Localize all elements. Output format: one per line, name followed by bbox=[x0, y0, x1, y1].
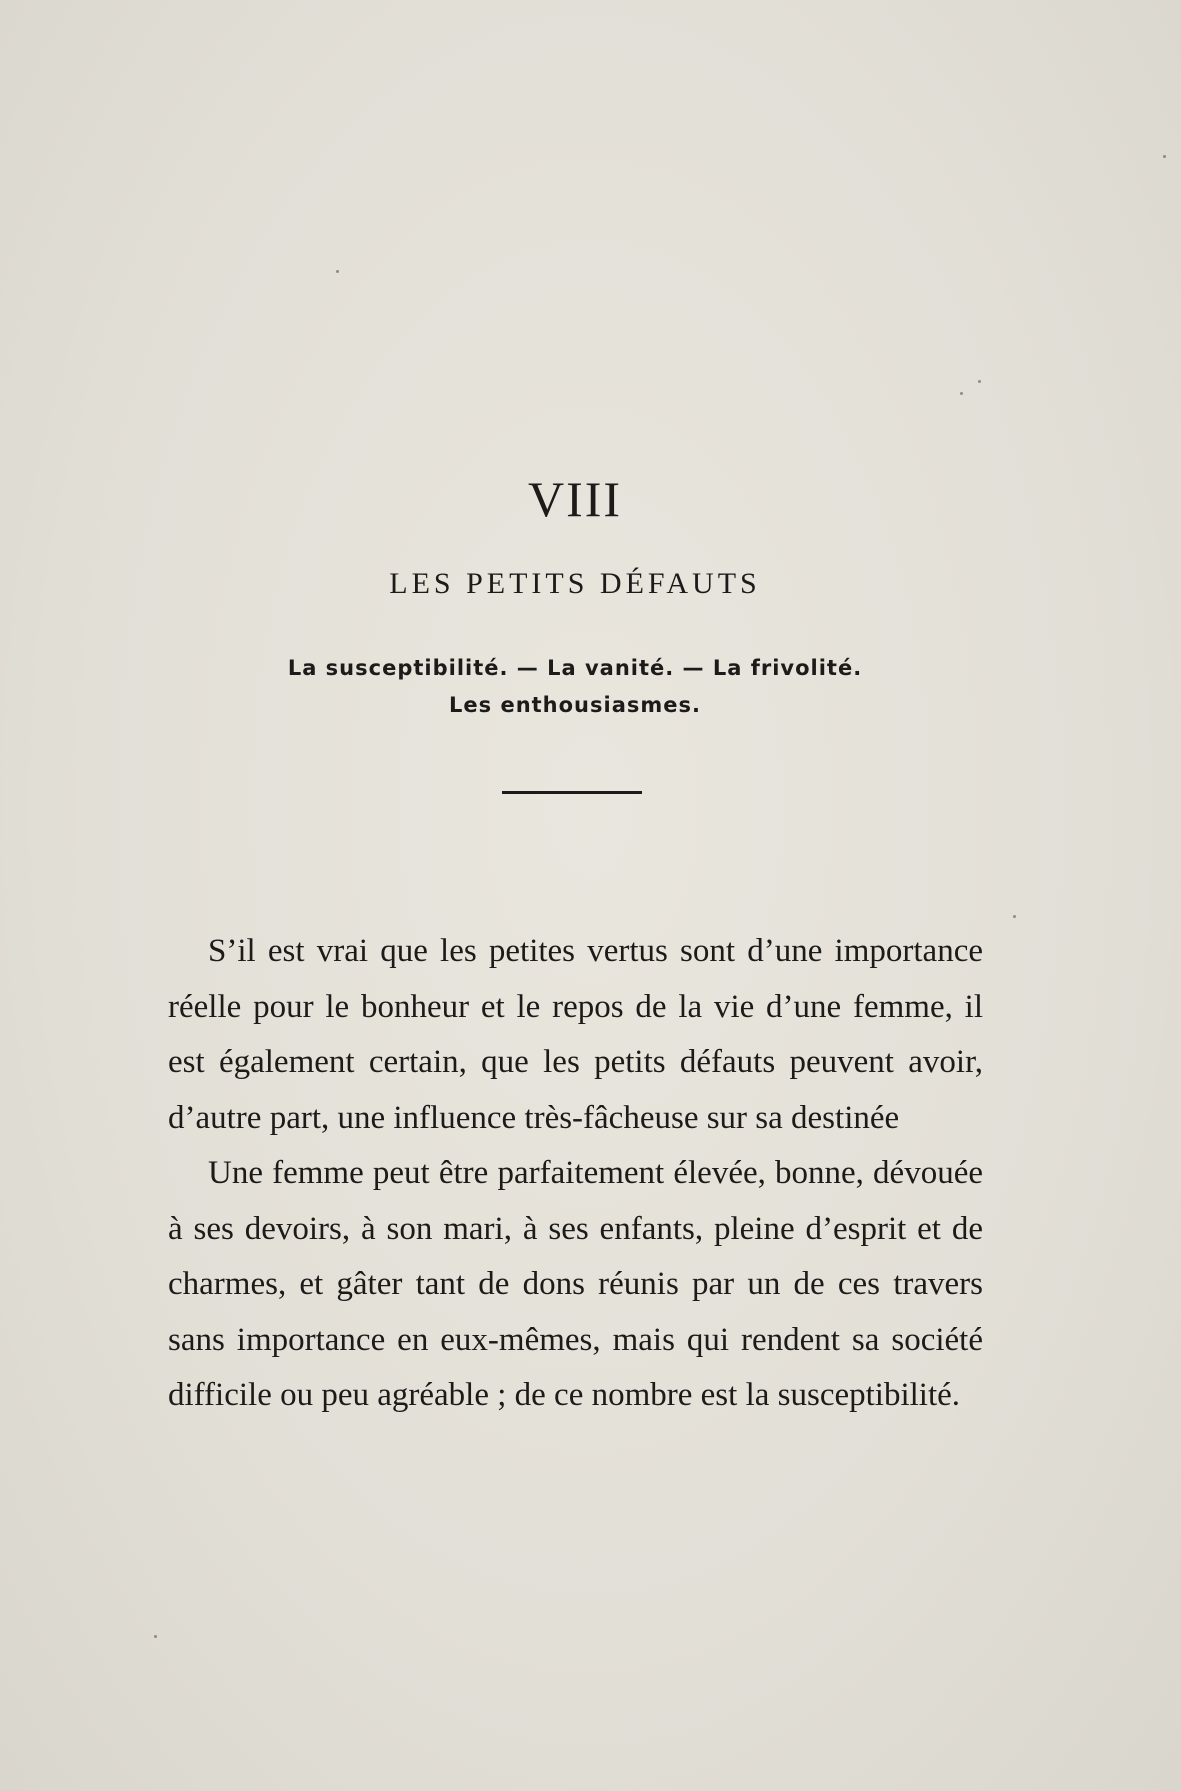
section-divider bbox=[502, 791, 642, 794]
chapter-number: VIII bbox=[527, 471, 623, 527]
chapter-title: LES PETITS DÉFAUTS bbox=[389, 567, 761, 600]
chapter-summary bbox=[0, 650, 1150, 724]
paper-speck bbox=[336, 270, 339, 273]
paper-speck bbox=[1163, 155, 1166, 158]
paragraph: S’il est vrai que les petites vertus sont d’une importance réelle pour le bonheur et le repos de la vie d’une femme, il est également certain, que les petits défauts peuvent avoir, d’autre part, une influence très-fâcheuse sur sa destinée bbox=[168, 933, 983, 1136]
paper-speck bbox=[1013, 915, 1016, 918]
paper-speck bbox=[978, 380, 981, 383]
chapter-summary-line: La susceptibilité. — La vanité. — La frivolité. bbox=[287, 656, 863, 680]
chapter-summary-line: Les enthousiasmes. bbox=[449, 693, 701, 717]
paper-speck bbox=[960, 392, 963, 395]
paper-speck bbox=[154, 1635, 157, 1638]
paragraph: Une femme peut être parfaitement élevée, bonne, dévouée à ses devoirs, à son mari, à ses enfants, pleine d’esprit et de charmes, et gâter tant de dons réunis par un de ces travers sans importance en eux-mêmes, mais qui rendent sa société difficile ou peu agréable ; de ce nombre est la susceptibilité. bbox=[168, 1155, 983, 1413]
chapter-body bbox=[168, 924, 983, 1424]
